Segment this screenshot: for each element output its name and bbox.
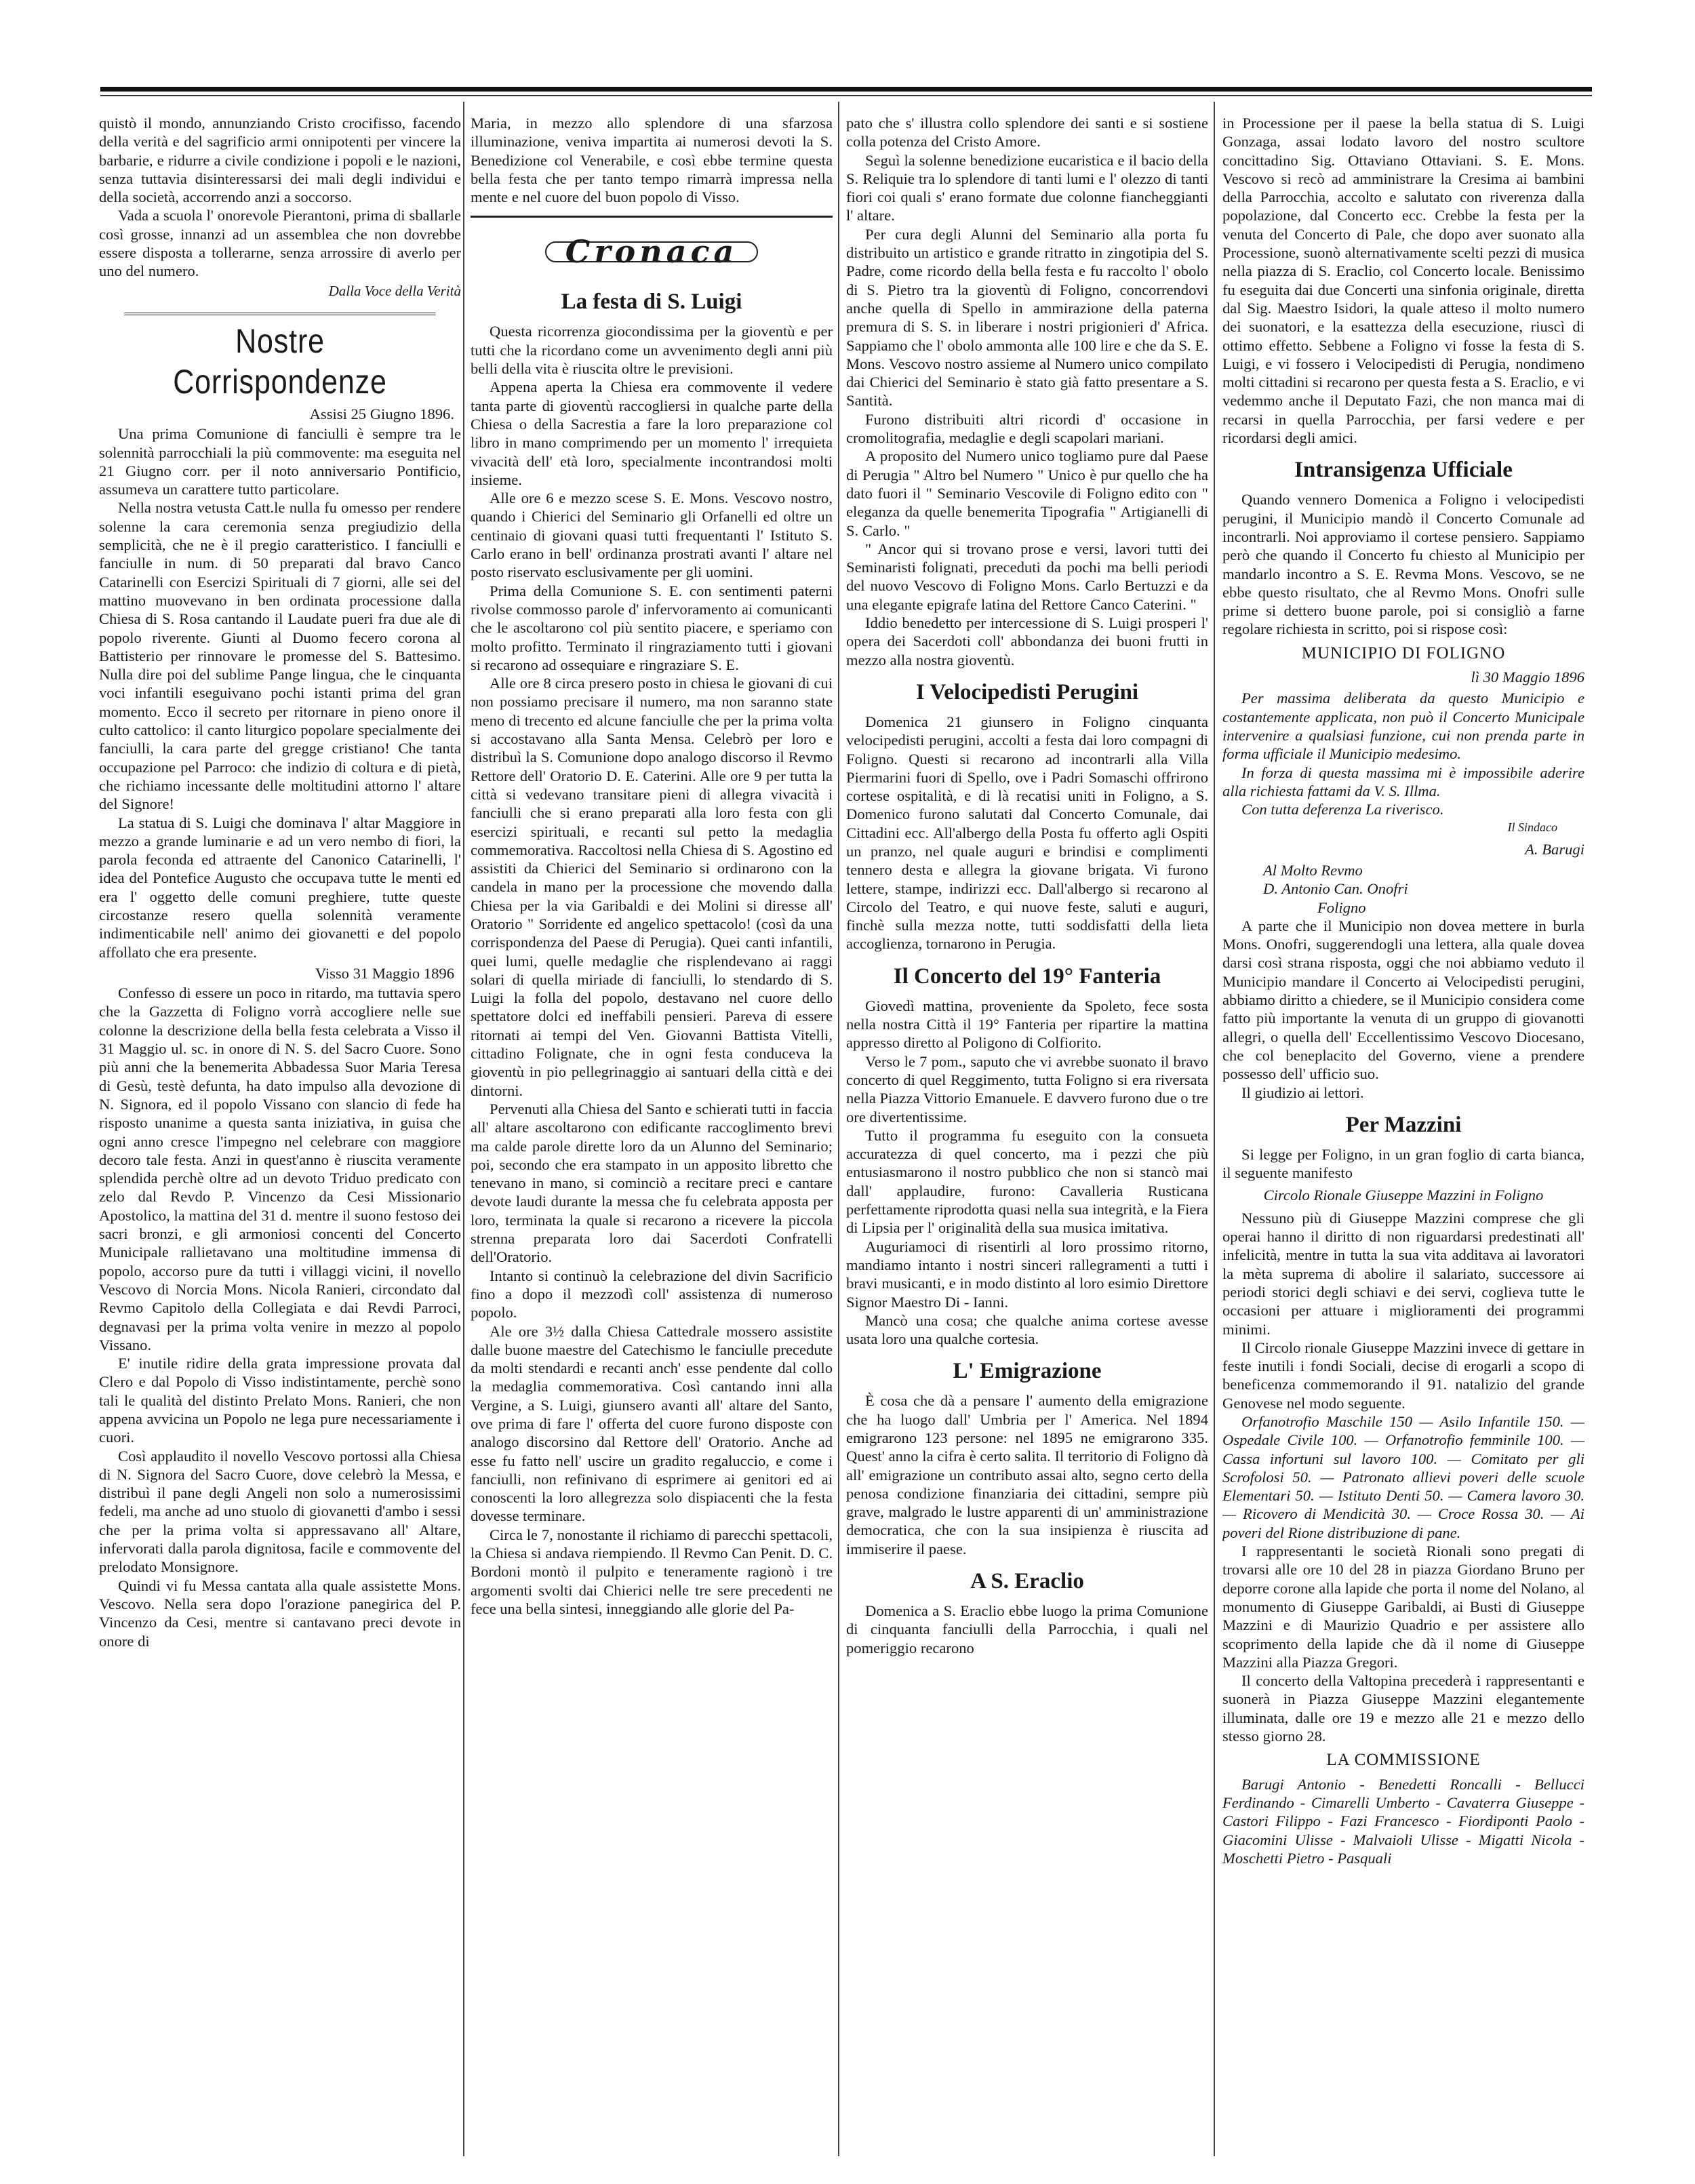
paragraph: Il concerto della Valtopina precederà i rappresentanti e suonerà in Piazza Giuseppe Mazzini elegantemente illuminata, dalle ore 19 e mezzo alle 21 e mezzo dello stesso giorno 28. [1222, 1672, 1584, 1745]
paragraph: Questa ricorrenza giocondissima per la gioventù e per tutti che la ricordano come un avvenimento degli anni più belli della vita è riuscita oltre le previsioni. [471, 323, 833, 378]
paragraph: Alle ore 8 circa presero posto in chiesa le giovani di cui non possiamo precisare il numero, ma non saranno state meno di trecento ed alcune fanciulle che per la prima volta si accostavano alla Santa Mensa. Celebrò per loro e distribuì la S. Comunione dopo analogo discorso il Revmo Rettore dell' Oratorio D. E. Caterini. Alle ore 9 per tutta la città si vedevano transitare pieni di allegra vivacità i fanciulli che si erano preparati alla loro festa con gli esercizi spirituali, e recanti sul petto la medaglia commemorativa. Raccoltosi nella Chiesa di S. Agostino ed assistiti da Chierici del Seminario si ordinarono con la candela in mano per la processione che movendo dalla Chiesa per la via Garibaldi e dei Molini si diresse all' Oratorio " Sorridente ed angelico spettacolo! (così da una corrispondenza del Paese di Perugia). Quei canti infantili, quei lumi, quelle medaglie che risplendevano ai raggi solari di quella miriade di fanciulli, lo stendardo di S. Luigi la folla del popolo, destavano nel cuore dello spettatore dolci ed ineffabili pensieri. Pareva di essere ritornati ai tempi del Ven. Giovanni Battista Vitelli, cittadino Folignate, che in ogni festa conduceva la gioventù in pio pellegrinaggio ai santuari della città e dei dintorni. [471, 675, 833, 1099]
paragraph: in Processione per il paese la bella statua di S. Luigi Gonzaga, assai lodato lavoro del nostro scultore concittadino Sig. Ottaviano Ottaviani. S. E. Mons. Vescovo si recò ad amministrare la Cresima ai bambini della Parrocchia, accolto e salutato con riverenza dalla popolazione, dal Concerto ecc. Crebbe la festa per la venuta del Concerto di Pale, che dopo aver suonato alla Processione, suonò alternativamente scelti pezzi di musica nella piazza di S. Eraclio, col Concerto locale. Benissimo fu eseguita dai due Concerti una sinfonia originale, diretta dal Sig. Maestro Isidori, la quale atteso il molto numero dei suonatori, e la esattezza della esecuzione, riuscì di ottimo effetto. Sebbene a Foligno vi fosse la festa di S. Luigi, e vi fossero i Velocipedisti di Perugia, nondimeno molti cittadini si recarono per questa festa a S. Eraclio, e vi vedemmo anche il Deputato Fazi, che non manca mai di recarsi in quella Parrocchia, per farsi vedere e per ricordarsi degli amici. [1222, 115, 1584, 447]
paragraph: Iddio benedetto per intercessione di S. Luigi prosperi l' opera dei Sacerdoti coll' abbondanza dei buoni frutti in mezzo alla nostra gioventù. [846, 614, 1208, 669]
paragraph: pato che s' illustra collo splendore dei santi e si sostiene colla potenza del Cristo Amore. [846, 115, 1208, 151]
paragraph: Nessuno più di Giuseppe Mazzini comprese che gli operai hanno il diritto di non riguardarsi predestinati all' infelicità, mentre in tutta la sua vita additava ai lavoratori la mèta suprema di abolire il salariato, successore ai periodi storici degli schiavi e dei servi, coglieva tutte le occasioni per attuare i miglioramenti dei programmi minimi. [1222, 1209, 1584, 1338]
paragraph: " Ancor qui si trovano prose e versi, lavori tutti dei Seminaristi folignati, preceduti da pochi ma belli periodi del nuovo Vescovo di Foligno Mons. Carlo Bertuzzi e da una elegante epigrafe latina del Rettore Canco Caterini. " [846, 540, 1208, 613]
paragraph: Ale ore 3½ dalla Chiesa Cattedrale mossero assistite dalle buone maestre del Catechismo le fanciulle precedute da molti stendardi e recanti anch' esse pendente dal collo la medaglia commemorativa. Così cantando inni alla Vergine, a S. Luigi, giunsero avanti all' altare del Santo, ove prima di fare l' offerta del cuore furono disposte con analogo discorsino dal Rettore dell' Oratorio. Anche ad esse fu fatto nell' uscire un gradito regaluccio, e come i fanciulli, non refinivano di esprimere ai genitori ed ai conoscenti la loro allegrezza solo dispiacenti che la festa dovesse terminare. [471, 1322, 833, 1525]
paragraph: Quando vennero Domenica a Foligno i velocipedisti perugini, il Municipio mandò il Concerto Comunale ad incontrarli. Noi approviamo il cortese pensiero. Sappiamo però che quando il Concerto fu chiesto al Municipio per mandarlo incontro a S. E. Revma Mons. Vescovo, se ne ebbe questo risultato, che al Revmo Mons. Onofri sulle prime si dettero buone parole, poi si consigliò a farne regolare richiesta in scritto, poi si rispose così: [1222, 491, 1584, 638]
paragraph: Auguriamoci di risentirli al loro prossimo ritorno, mandiamo intanto i nostri sinceri rallegramenti a tutti i bravi musicanti, e in modo distinto al loro esimio Direttore Signor Maestro Di - Ianni. [846, 1237, 1208, 1311]
section-rule [471, 216, 833, 218]
addressee-line: D. Antonio Can. Onofri [1263, 880, 1408, 898]
italic-paragraph: Barugi Antonio - Benedetti Roncalli - Bellucci Ferdinando - Cimarelli Umberto - Cavaterra Giuseppe - Castori Filippo - Fazi Francesco - Fiordiponti Paolo - Giacomini Ulisse - Malvaioli Ulisse - Migatti Nicola - Moschetti Pietro - Pasquali [1222, 1775, 1584, 1867]
paragraph: A parte che il Municipio non dovea mettere in burla Mons. Onofri, suggerendogli una lettera, alla quale dovea darsi così strana risposta, oggi che noi abbiamo veduto il Municipio mandare il Concerto ai Velocipedisti perugini, abbiamo diritto a chiedere, se il Municipio considera come fatto più importante la venuta di un gruppo di giovanotti allegri, o quella dell' Eccellentissimo Vescovo Diocesano, che col beneplacito del Governo, viene a prendere possesso dell' ufficio suo. [1222, 917, 1584, 1083]
paragraph: Verso le 7 pom., saputo che vi avrebbe suonato il bravo concerto di quel Reggimento, tutta Foligno si era riversata nella Piazza Vittorio Emanuele. E davvero furono due o tre ore divertentissime. [846, 1052, 1208, 1126]
paragraph: I rappresentanti le società Rionali sono pregati di trovarsi alle ore 10 del 28 in piazza Giordano Bruno per deporre corone alla lapide che porta il nome del Nolano, al monumento di Giuseppe Garibaldi, ai Busti di Giuseppe Mazzini e di Maurizio Quadrio e per assistere allo scoprimento della lapide che dà il nome di Giuseppe Mazzini alla Piazza Gregori. [1222, 1543, 1584, 1671]
paragraph: Circa le 7, nonostante il richiamo di parecchi spettacoli, la Chiesa si andava riempiendo. Il Revmo Can Penit. D. C. Bordoni montò il pulpito e teneramente ragionò i tre argomenti svolti dai Chierici nelle tre sere precedenti ne fece una bella sintesi, inneggiando alle glorie del Pa- [471, 1526, 833, 1617]
dateline: Assisi 25 Giugno 1896. [309, 405, 454, 422]
paragraph: Per cura degli Alunni del Seminario alla porta fu distribuito un artistico e grande ritratto in zingotipia del S. Padre, come ricordo della bella festa e fu raccolto l' obolo di S. Pietro tra la gioventù di Foligno, concorrendovi anche quella di Spello in ammirazione della paterna premura di S. S. in liberare i nostri prigionieri d' Africa. Sappiamo che l' obolo ammonta alle 100 lire e che da S. E. Mons. Vescovo nostro assieme al Numero unico compilato dai Chierici del Seminario è stato già fatto presentare a S. Santità. [846, 225, 1208, 410]
column-1 [99, 114, 461, 2155]
article-heading: Per Mazzini [1345, 1112, 1462, 1137]
paragraph: Giovedì mattina, proveniente da Spoleto, fece sosta nella nostra Città il 19° Fanteria per ripartire la mattina appresso diretto al Poligono di Colfiorito. [846, 997, 1208, 1052]
paragraph: Intanto si continuò la celebrazione del divin Sacrificio fino a dopo il mezzodì coll' assistenza di numeroso popolo. [471, 1267, 833, 1322]
paragraph: A proposito del Numero unico togliamo pure dal Paese di Perugia " Altro bel Numero " Unico è pur quello che ha dato fuori il " Seminario Vescovile di Foligno edito con " eleganza da quelle benemerita Tipografia " Artigianelli di S. Carlo. " [846, 448, 1208, 539]
article-heading: A S. Eraclio [970, 1569, 1084, 1594]
paragraph: Prima della Comunione S. E. con sentimenti paterni rivolse commosso parole d' infervoramento ai comunicanti che le ascoltarono col più sentito piacere, e speriamo con molto profitto. Terminato il ringraziamento tutti i giovani si recarono ad ossequiare e ringraziare S. E. [471, 582, 833, 673]
article-heading: L' Emigrazione [953, 1359, 1102, 1384]
paragraph: Domenica 21 giunsero in Foligno cinquanta velocipedisti perugini, accolti a festa dai loro compagni di Foligno. Questi si recarono ad incontrarli alla Villa Piermarini fuori di Spello, ove i Padri Somaschi offrirono cortese ospitalità, e di là recatisi uniti in Foligno, a S. Domenico furono salutati dal Concerto Comunale, dai Cittadini ecc. All'albergo della Posta fu offerto agli Ospiti un pranzo, nel quale auguri e brindisi e complimenti tennero desta e allegra la giovane brigata. Vi furono lettere, stampe, indirizzi ecc. Dall'albergo si recarono al Circolo del Teatro, e qui nuove feste, saluti e auguri, finchè sulla mezza notte, tutti soddisfatti della lieta accoglienza, tornarono in Perugia. [846, 713, 1208, 953]
paragraph: Così applaudito il novello Vescovo portossi alla Chiesa di N. Signora del Sacro Cuore, dove celebrò la Messa, e distribuì il pane degli Angeli non solo a numerosissimi fedeli, ma anche ad uno stuolo di giovanetti d'ambo i sessi che per la prima volta si appressavano all' Altare, infervorati dalla parola dignitosa, facile e commovente del prelodato Monsignore. [99, 1447, 461, 1576]
paragraph: È cosa che dà a pensare l' aumento della emigrazione che ha luogo dall' Umbria per l' America. Nel 1894 emigrarono 123 persone: nel 1895 ne emigrarono 335. Quest' anno la cifra è certo salita. Il territorio di Foligno dà all' emigrazione un contributo assai alto, segno certo della penosa condizione finanziaria dei cittadini, sempre più grave, malgrado le lustre apparenti di un' amministrazione democratica, che con la sua insipienza è riuscita ad immiserire il paese. [846, 1392, 1208, 1557]
column-2 [471, 114, 833, 2155]
dateline: Visso 31 Maggio 1896 [315, 964, 454, 982]
column-divider [1214, 102, 1215, 2156]
addressee-line: Al Molto Revmo [1263, 861, 1363, 879]
caps-heading: MUNICIPIO DI FOLIGNO [1301, 643, 1506, 662]
section-heading: Nostre Corrispondenze [124, 313, 435, 402]
cronaca-title: Cronaca [545, 241, 759, 262]
italic-paragraph: Orfanotrofio Maschile 150 — Asilo Infantile 150. — Ospedale Civile 100. — Orfanotrofio femminile 100. — Cassa infortuni sul lavoro 100. — Comitato per gli Scrofolosi 50. — Patronato allievi poveri delle scuole Elementari 50. — Istituto Denti 50. — Camera lavoro 30. — Ricovero di Mendicità 30. — Croce Rossa 30. — Ai poveri del Rione distribuzione di pane. [1222, 1413, 1584, 1541]
column-4 [1222, 114, 1584, 2155]
column-divider [838, 102, 839, 2156]
column-3 [846, 114, 1208, 2155]
cronaca-banner [471, 224, 833, 279]
article-heading: Intransigenza Ufficiale [1294, 458, 1513, 483]
paragraph: Il Circolo rionale Giuseppe Mazzini invece di gettare in feste inutili i fondi Sociali, decise di erogarli a scopo di beneficenza commemorando il 91. natalizio del grande Genovese nel modo seguente. [1222, 1338, 1584, 1412]
italic-paragraph: Per massima deliberata da questo Municipio e costantemente applicata, non può il Concerto Municipale intervenire a qualsiasi funzione, cui non prenda parte in forma ufficiale il Municipio medesimo. [1222, 690, 1584, 763]
paragraph: Pervenuti alla Chiesa del Santo e schierati tutti in faccia all' altare ascoltarono con edificante raccoglimento brevi ma calde parole dirette loro da un Alunno del Seminario; poi, secondo che era stampato in un apposito libretto che tenevano in mano, si cominciò a recitare preci e cantare devote laudi durante la messa che fu celebrata apposta per loro, terminata la quale si recarono a ricevere la piccola strenna preparata loro dai Sacerdoti Confratelli dell'Oratorio. [471, 1100, 833, 1266]
masthead-rule [100, 87, 1592, 92]
paragraph: La statua di S. Luigi che dominava l' altar Maggiore in mezzo a grande luminarie e ad un vero nembo di fiori, la parola feconda ed attraente del Canonico Catarinelli, l' idea del Pontefice Augusto che occupava tutte le menti ed era l' oggetto delle comuni preghiere, tutte queste circostanze resero quella solennità veramente indimenticabile nell' animo dei giovanetti e del popolo affollato che era presente. [99, 814, 461, 961]
paragraph: Tutto il programma fu eseguito con la consueta accuratezza di quel concerto, ma i pezzi che più entusiasmarono il nostro pubblico che non si stancò mai dall' applaudire, furono: Cavalleria Rusticana perfettamente riprodotta quasi nella sua integrità, e la Fiera di Lipsia per l' originalità della sua musica imitativa. [846, 1126, 1208, 1237]
paragraph: Vada a scuola l' onorevole Pierantoni, prima di sballarle così grosse, innanzi ad un assemblea che non dovrebbe essere disposta a tollerarne, senza arrossire di averlo per uno del numero. [99, 207, 461, 280]
italic-paragraph: In forza di questa massima mi è impossibile aderire alla richiesta fattami da V. S. Illma. [1222, 763, 1584, 799]
paragraph: Maria, in mezzo allo splendore di una sfarzosa illuminazione, veniva impartita ai numerosi devoti la S. Benedizione col Venerabile, e così ebbe termine questa bella festa che per tanto tempo rimarrà impressa nella mente e nel cuore del buon popolo di Visso. [471, 115, 833, 206]
caps-heading: LA COMMISSIONE [1326, 1751, 1481, 1770]
paragraph: Domenica a S. Eraclio ebbe luogo la prima Comunione di cinquanta fanciulli della Parrocchia, i quali nel pomeriggio recarono [846, 1602, 1208, 1656]
right-line: lì 30 Maggio 1896 [1471, 669, 1584, 686]
signatory-title: Il Sindaco [1507, 820, 1557, 835]
paragraph: Furono distribuiti altri ricordi d' occasione in cromolitografia, medaglie e degli scapolari mariani. [846, 410, 1208, 447]
article-heading: Il Concerto del 19° Fanteria [893, 964, 1161, 989]
paragraph: Appena aperta la Chiesa era commovente il vedere tanta parte di gioventù raccogliersi in qualche parte della Chiesa o della Sacrestia a fare la loro preparazione col libro in mano comprimendo per un momento l' irrequieta vivacità dell' età loro, specialmente incontrandosi molti insieme. [471, 378, 833, 488]
paragraph: Mancò una cosa; che qualche anima cortese avesse usata loro una qualche cortesia. [846, 1311, 1208, 1348]
paragraph: Alle ore 6 e mezzo scese S. E. Mons. Vescovo nostro, quando i Chierici del Seminario gli Orfanelli ed oltre un centinaio di giovani quasi tutti frequentanti l' Istituto S. Carlo erano in bell' ordinanza prostrati avanti l' altare nel posto riservato esclusivamente per gli uomini. [471, 490, 833, 581]
right-line: A. Barugi [1525, 840, 1584, 858]
paragraph: Nella nostra vetusta Catt.le nulla fu omesso per rendere solenne la cara ceremonia senza pregiudizio della semplicità, che ne è il pregio caratteristico. I fanciulli e fanciulle in num. di 50 preparati dal bravo Canco Catarinelli con Esercizi Spirituali di 7 giorni, alle sei del mattino muovevano in ben ordinata processione dalla Chiesa di S. Rosa cantando il Laudate pueri fra due ale di popolo riverente. Giunti al Duomo fecero corona al Battisterio per rinnovare le promesse del S. Battesimo. Nulla dire poi del sublime Pange lingua, che le cinquanta voci infantili eseguivano pochi istanti prima del gran momento. Ecco il secreto per ritornare in pieno onore il culto cattolico: il canto liturgico popolare specialmente dei fanciulli, la cara parte del gregge cristiano! Che tanta occupazione pel Parroco: che indizio di coltura e di pietà, che richiamo incessante delle moltitudini attorno l' altare del Signore! [99, 499, 461, 813]
column-divider [463, 102, 464, 2156]
centered-title: Circolo Rionale Giuseppe Mazzini in Foligno [1263, 1187, 1544, 1204]
paragraph: Una prima Comunione di fanciulli è sempre tra le solennità parrocchiali la più commovente: ma eseguita nel 21 Giugno corr. per il noto anniversario Pontificio, assumeva un carattere tutto particolare. [99, 425, 461, 498]
paragraph: Seguì la solenne benedizione eucaristica e il bacio della S. Reliquie tra lo splendore di tanti lumi e l' olezzo di tanti fiori coi quali s' erano formate due colonne fiancheggianti l' altare. [846, 151, 1208, 224]
italic-paragraph: Con tutta deferenza La riverisco. [1241, 801, 1444, 818]
paragraph: E' inutile ridire della grata impressione provata dal Clero e dal Popolo di Visso indistintamente, perchè sono tali le qualità del distinto Prelato Mons. Ranieri, che non appena avvicina un Popolo ne lega pure necessariamente i cuori. [99, 1355, 461, 1446]
addressee-place: Foligno [1317, 898, 1366, 916]
masthead-rule-thin [100, 95, 1592, 96]
paragraph: Confesso di essere un poco in ritardo, ma tuttavia spero che la Gazzetta di Foligno vorrà accogliere nelle sue colonne la descrizione della bella festa celebrata a Visso il 31 Maggio ul. sc. in onore di N. S. del Sacro Cuore. Sono più anni che la benemerita Abbadessa Suor Maria Teresa di Gesù, testè defunta, ha dato impulso alla devozione di N. Signora, ed il popolo Vissano con slancio di fede ha risposto unanime a questa santa iniziativa, in guisa che ogni anno cresce l'impegno nel celebrare con maggiore decoro tale festa. Anzi in quest'anno è riuscita veramente splendida perchè oltre ad un devoto Triduo predicato con zelo dal Revdo P. Vincenzo da Cesi Missionario Apostolico, la mattina del 31 d. mentre il suono festoso dei sacri bronzi, e gli armoniosi concenti del Concerto Municipale rallietavano una moltitudine immensa di popolo, accorso pure da tutti i villaggi vicini, il novello Vescovo di Norcia Mons. Nicola Ranieri, circondato dal Revmo Capitolo della Collegiata e dai Revdi Parroci, degnavasi per la prima volta venire in mezzo al popolo Vissano. [99, 985, 461, 1353]
paragraph: quistò il mondo, annunziando Cristo crocifisso, facendo della verità e del sagrificio armi onnipotenti per vincere la barbarie, e ridurre a civile condizione i popoli e le nazioni, senza tuttavia disinteressarsi dei mali degli individui e della società, accorrendo anzi a soccorso. [99, 115, 461, 206]
paragraph: Si legge per Foligno, in un gran foglio di carta bianca, il seguente manifesto [1222, 1145, 1584, 1182]
paragraph: Il giudizio ai lettori. [1241, 1084, 1364, 1101]
source-signature: Dalla Voce della Verità [328, 282, 461, 299]
paragraph: Quindi vi fu Messa cantata alla quale assistette Mons. Vescovo. Nella sera dopo l'orazione panegirica del P. Vincenzo da Cesi, mentre si cantavano preci devote in onore di [99, 1576, 461, 1650]
article-heading: La festa di S. Luigi [561, 290, 742, 315]
article-heading: I Velocipedisti Perugini [915, 679, 1139, 704]
